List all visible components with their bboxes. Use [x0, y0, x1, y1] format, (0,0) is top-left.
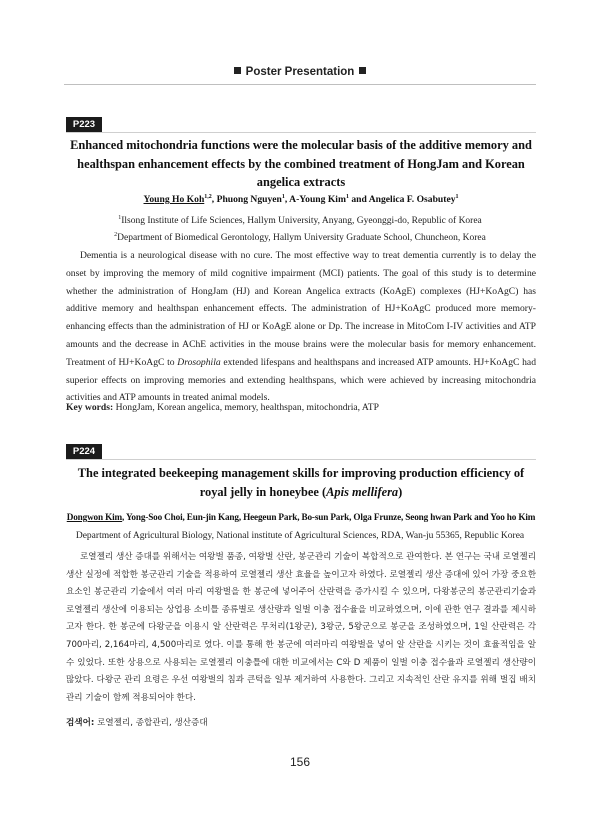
affiliation: $^2$Department of Biomedical Gerontology, Hallym University Graduate School, Chuncheon, Korea [114, 232, 486, 244]
keywords [66, 402, 536, 413]
article-title: The integrated beekeeping management skills for improving production efficiency of royal jelly in honeybee (Apis mellifera) [77, 466, 525, 499]
author-name: Dongwon Kim [66, 512, 123, 522]
keywords [66, 716, 536, 728]
author-affiliation-mark: 1 [455, 194, 459, 200]
article-divider [66, 132, 536, 133]
keywords-text: 로열젤리, 종합관리, 생산증대 [97, 718, 208, 728]
author-list: Dongwon Kim, Yong-Soo Choi, Eun-jin Kang, Heegeun Park, Bo-sun Park, Olga Frunze, Seong hwan Park and Yoo ho Kim [66, 512, 536, 522]
page-number: 156 [289, 755, 311, 769]
article-divider [66, 459, 536, 460]
keywords-text: HongJam, Korean angelica, memory, healthspan, mitochondria, ATP [115, 402, 379, 413]
author-name: Angelica F. Osabutey [368, 194, 456, 206]
section-header [0, 66, 600, 78]
affiliation-list [60, 211, 540, 245]
article-title: Enhanced mitochondria functions were the molecular basis of the additive memory and healthspan enhancement effects by the combined treatment of HongJam and Korean angelica extracts [70, 138, 532, 189]
author-affiliation-mark: 1 [281, 194, 285, 200]
keywords-label: Key words: [66, 402, 114, 413]
author-list: Young Ho Koh$^{1,2}$, Phuong Nguyen$^1$, A-Young Kim$^1$ and Angelica F. Osabutey$^1$ [143, 194, 459, 206]
keywords-label: 검색어: [66, 718, 95, 728]
author-name: Young Ho Koh [143, 194, 205, 206]
author-affiliation-mark: 1 [345, 194, 349, 200]
affiliation: Department of Agricultural Biology, National institute of Agricultural Sciences, RDA, Wan-ju 55365, Republic Korea [75, 531, 525, 541]
affiliation: $^1$Ilsong Institute of Life Sciences, Hallym University, Anyang, Gyeonggi-do, Republic of Korea [118, 215, 482, 227]
header-divider [64, 84, 536, 85]
author-name: A-Young Kim [289, 194, 346, 206]
author-affiliation-mark: 1,2 [204, 194, 212, 200]
abstract: 로열젤리 생산 증대를 위해서는 여왕벌 품종, 여왕벌 산란, 봉군관리 기술이 복합적으로 관여한다. 본 연구는 국내 로열젤리 생산 실정에 적합한 봉군관리 기술을 적용하여 로열젤리 생산 효율을 높이고자 하였다. 로열젤리 생산 증대에 있어 가장 중요한 요소인 봉군관리 기술에서 여러 마리 여왕벌을 한 봉군에 넣어주어 산란력을 증가시킬 수 있으며, 다왕봉군의 봉군관리기술과 로열젤리 생산에 이용되는 상업용 소비틀 종류별로 생산량과 일벌 이충 접수율을 비교하였으며, 이에 관한 연구 결과를 제시하고자 한다. 한 봉군에 다왕군을 이용시 알 산란력은 무처리(1왕군), 3왕군, 5왕군으로 봉군을 조성하였으며, 1일 산란력은 각 700마리, 2,164마리, 4,500마리로 였다. 이를 통해 한 봉군에 여러마리 여왕벌을 넣어 알 산란을 시키는 것이 효율적임을 알 수 있었다. 또한 상용으로 사용되는 로열젤리 이충틀에 대한 비교에서는 C와 D 제품이 일벌 이충 접수율과 로열젤리 생산량이 많았다. 다왕군 관리 요령은 우선 여왕벌의 침과 큰턱을 일부 제거하여 사용한다. 그리고 지속적인 산란 유지를 위해 벌집 배치 관리 기술이 함께 적용되어야 한다. [66, 552, 536, 703]
author-name: Phuong Nguyen [216, 194, 282, 206]
square-bullet-icon [359, 67, 366, 74]
square-bullet-icon [234, 67, 241, 74]
article-id-badge: P224 [66, 444, 102, 459]
article-id-badge: P223 [66, 117, 102, 132]
section-header-title: Poster Presentation [245, 66, 355, 78]
abstract: Dementia is a neurological disease with no cure. The most effective way to treat dementia currently is to delay the onset by improving the memory of mild cognitive impairment (MCI) patients. The goal of this study is to determine whether the administration of HongJam (HJ) and Korean Angelica extracts (KoAgE) complexes (HJ+KoAgC) has additive memory and healthspan enhancement effects. The administration of HJ+KoAgC produced more memory-enhancing effects than the administration of HJ or KoAgE alone or Dp. The increase in MitoCom I-IV activities and ATP amounts and the decrease in AChE activities in the mouse brains were the molecular basis for memory enhancement. Treatment of HJ+KoAgC to Drosophila extended lifespans and healthspans and increased ATP amounts. HJ+KoAgC had superior effects on improving memories and extending healthspans, which were achieved by increasing mitochondria activities and ATP amounts in treated animal models. [66, 250, 536, 404]
